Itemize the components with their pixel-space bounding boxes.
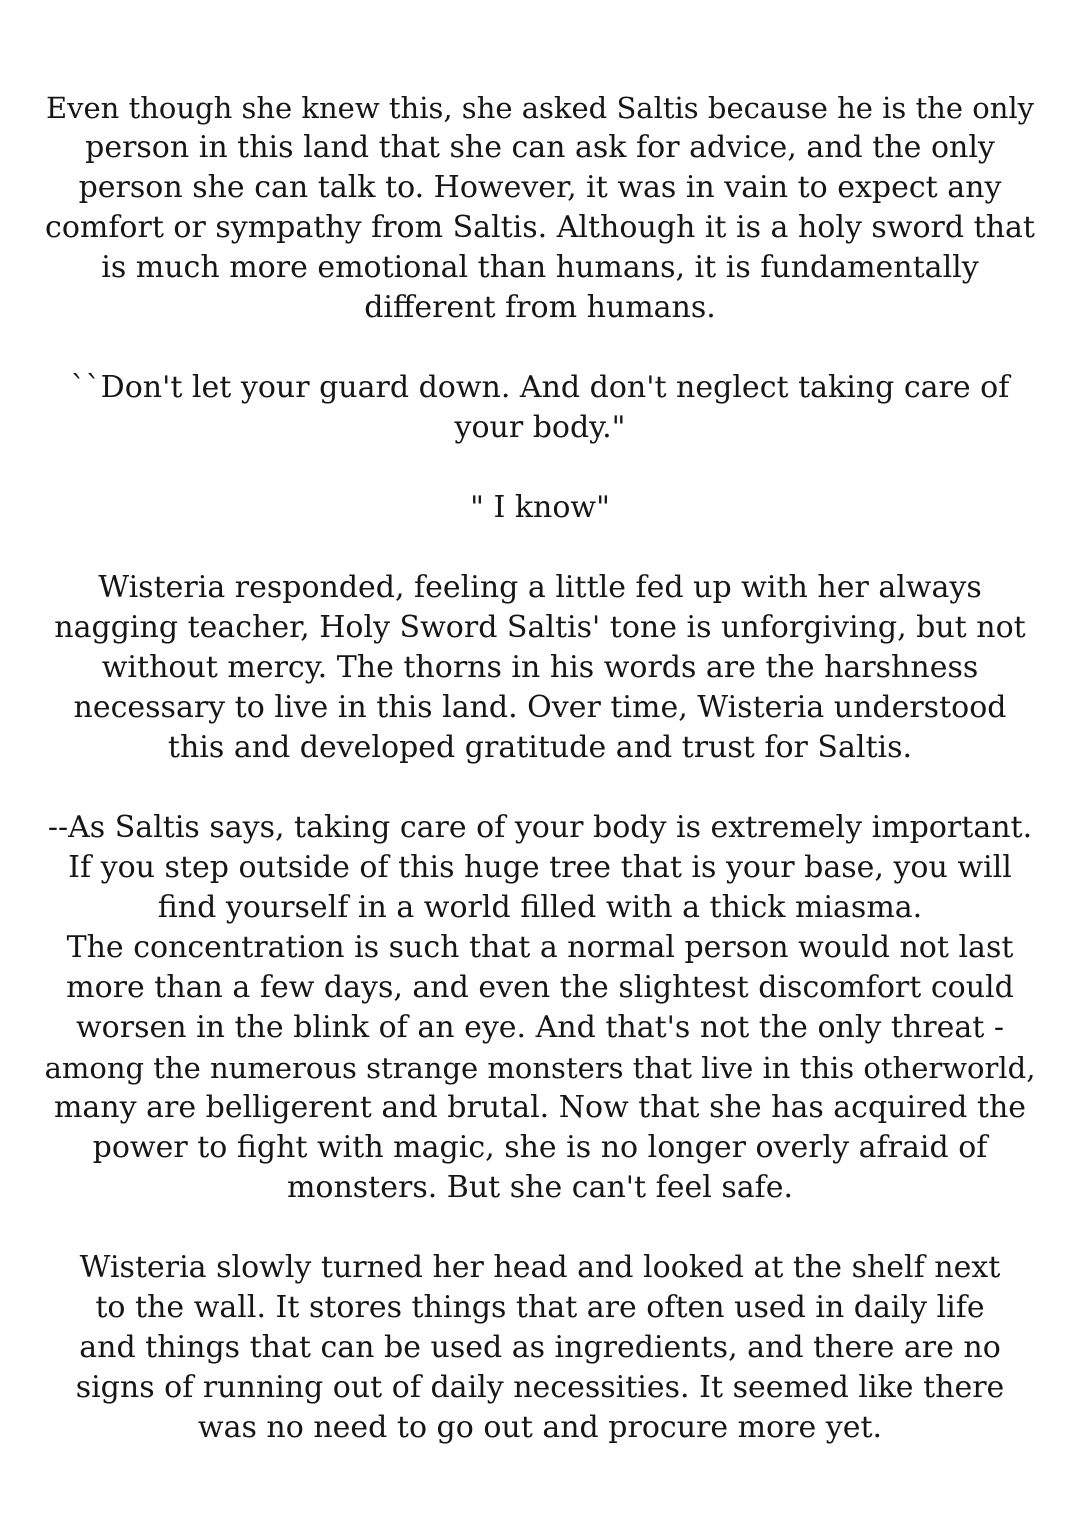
- paragraph-shelf: [40, 1248, 1040, 1448]
- text-line: Even though she knew this, she asked Saltis because he is the only: [45, 91, 1035, 125]
- text-line: find yourself in a world filled with a thick miasma.: [157, 890, 923, 925]
- text-line: " I know": [470, 490, 610, 525]
- document-page: [40, 88, 1040, 1488]
- text-line: and things that can be used as ingredients, and there are no: [79, 1330, 1001, 1365]
- text-line: person in this land that she can ask for advice, and the only: [85, 130, 995, 165]
- text-line: among the numerous strange monsters that live in this otherworld,: [44, 1051, 1036, 1085]
- text-line: nagging teacher, Holy Sword Saltis' tone is unforgiving, but not: [54, 610, 1026, 645]
- paragraph-saltis-advice: [40, 88, 1040, 328]
- text-line: ``Don't let your guard down. And don't neglect taking care of: [70, 370, 1010, 405]
- text-line: --As Saltis says, taking care of your body is extremely important.: [47, 810, 1033, 845]
- text-line: monsters. But she can't feel safe.: [286, 1170, 794, 1205]
- text-line: worsen in the blink of an eye. And that's not the only threat -: [75, 1010, 1005, 1045]
- text-line: person she can talk to. However, it was in vain to expect any: [78, 170, 1002, 205]
- text-line: The concentration is such that a normal person would not last: [66, 930, 1014, 965]
- text-line: to the wall. It stores things that are often used in daily life: [95, 1290, 985, 1325]
- paragraph-dialogue-i-know: [40, 488, 1040, 528]
- paragraph-wisteria-responded: [40, 568, 1040, 768]
- text-line: Wisteria slowly turned her head and looked at the shelf next: [79, 1250, 1001, 1285]
- text-line: Wisteria responded, feeling a little fed up with her always: [98, 570, 982, 605]
- text-line: necessary to live in this land. Over time, Wisteria understood: [73, 690, 1007, 725]
- text-line: power to fight with magic, she is no longer overly afraid of: [92, 1130, 988, 1165]
- text-line: If you step outside of this huge tree that is your base, you will: [68, 850, 1012, 885]
- text-line: is much more emotional than humans, it is fundamentally: [101, 250, 979, 285]
- text-line: without mercy. The thorns in his words are the harshness: [101, 650, 979, 685]
- paragraph-dialogue-guard: [40, 368, 1040, 448]
- text-line: this and developed gratitude and trust for Saltis.: [167, 730, 913, 765]
- text-line: more than a few days, and even the slightest discomfort could: [66, 970, 1014, 1005]
- text-line: signs of running out of daily necessities. It seemed like there: [75, 1370, 1005, 1405]
- text-line: many are belligerent and brutal. Now that she has acquired the: [53, 1090, 1027, 1125]
- text-line: comfort or sympathy from Saltis. Although it is a holy sword that: [45, 210, 1035, 245]
- paragraph-miasma-world: [40, 808, 1040, 1208]
- text-line: was no need to go out and procure more yet.: [197, 1410, 883, 1445]
- text-line: different from humans.: [364, 290, 716, 325]
- text-line: your body.": [454, 410, 626, 445]
